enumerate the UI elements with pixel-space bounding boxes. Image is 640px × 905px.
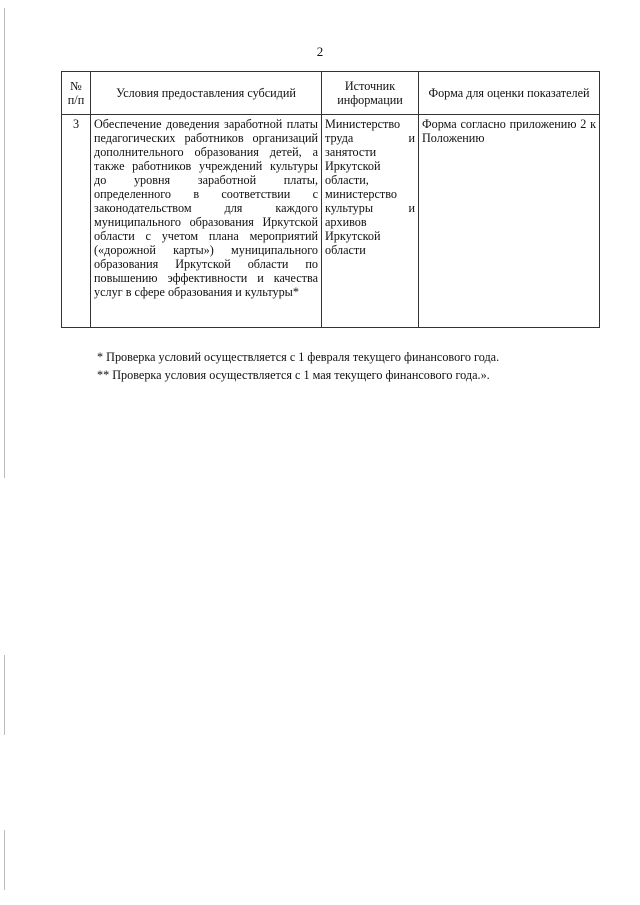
scan-edge-mark	[4, 830, 5, 890]
row-source: Министерство труда и занятости Иркутской области, министерство культуры и архивов Иркутской области	[322, 115, 419, 328]
footnote-2: ** Проверка условия осуществляется с 1 мая текущего финансового года.».	[97, 368, 490, 382]
header-conditions: Условия предоставления субсидий	[91, 72, 322, 115]
row-number: 3	[62, 115, 91, 328]
scan-edge-mark	[4, 655, 5, 735]
footnotes	[97, 348, 499, 384]
table-row	[62, 115, 600, 328]
header-form: Форма для оценки показателей	[419, 72, 600, 115]
header-source: Источник информации	[322, 72, 419, 115]
subsidy-conditions-table	[61, 71, 600, 328]
row-condition: Обеспечение доведения заработной платы педагогических работников организаций дополнительного образования детей, а также работников учреждений культуры до уровня заработной платы, определенного в соответствии с законодательством для каждого муниципального образования Иркутской области с учетом плана мероприятий («дорожной карты») муниципального образования Иркутской области по повышению эффективности и качества услуг в сфере образования и культуры*	[91, 115, 322, 328]
row-form: Форма согласно приложению 2 к Положению	[419, 115, 600, 328]
scan-edge-mark	[4, 8, 5, 478]
footnote-1: * Проверка условий осуществляется с 1 февраля текущего финансового года.	[97, 350, 500, 364]
table-header-row	[62, 72, 600, 115]
page-number: 2	[316, 44, 324, 59]
header-number: № п/п	[62, 72, 91, 115]
